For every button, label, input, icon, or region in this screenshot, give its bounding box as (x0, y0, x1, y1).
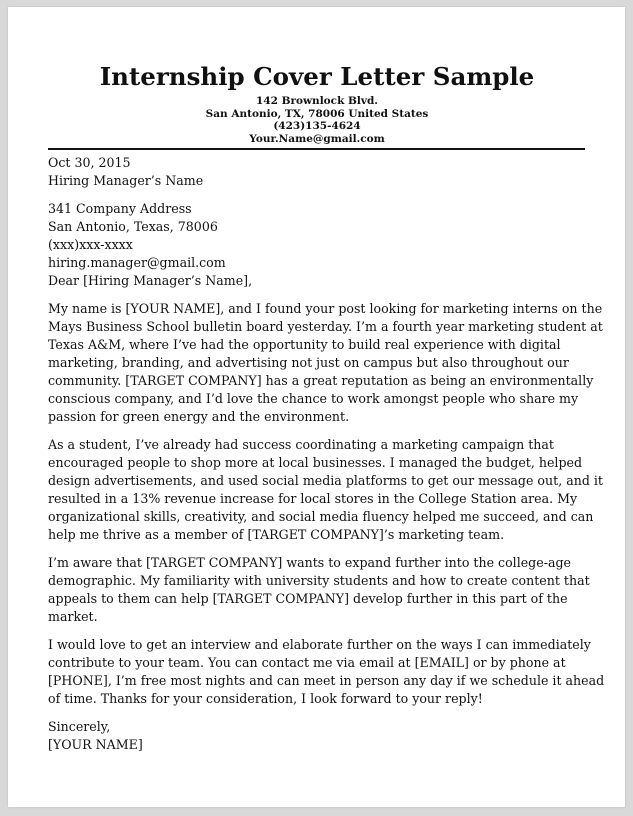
salutation: Dear [Hiring Manager’s Name], (48, 273, 253, 288)
recipient-email: hiring.manager@gmail.com (48, 255, 226, 270)
recipient-phone: (xxx)xxx-xxxx (48, 237, 133, 252)
letter-page (8, 7, 625, 807)
paragraph-line: help me thrive as a member of [TARGET COMPANY]’s marketing team. (48, 527, 505, 542)
paragraph-line: demographic. My familiarity with university students and how to create content that (48, 573, 590, 588)
letter-date: Oct 30, 2015 (48, 155, 131, 170)
recipient-address: 341 Company Address (48, 201, 192, 216)
paragraph-2 (48, 436, 603, 544)
paragraph-line: marketing, branding, and advertising not just on campus but also throughout our (48, 355, 569, 370)
recipient-city: San Antonio, Texas, 78006 (48, 219, 218, 234)
paragraph-line: encouraged people to shop more at local businesses. I managed the budget, helped (48, 455, 583, 470)
signature: [YOUR NAME] (48, 737, 143, 752)
paragraph-line: of time. Thanks for your consideration, I look forward to your reply! (48, 691, 483, 706)
paragraph-1 (48, 300, 603, 426)
paragraph-line: Mays Business School bulletin board yesterday. I’m a fourth year marketing student at (48, 319, 603, 334)
paragraph-line: I would love to get an interview and elaborate further on the ways I can immediately (48, 637, 591, 652)
sender-phone: (423)135-4624 (273, 120, 361, 133)
paragraph-line: passion for green energy and the environment. (48, 409, 350, 424)
paragraph-line: My name is [YOUR NAME], and I found your post looking for marketing interns on the (48, 301, 603, 316)
sender-email: Your.Name@gmail.com (249, 132, 385, 145)
paragraph-line: design advertisements, and used social media platforms to get our message out, and it (48, 473, 603, 488)
page-title: Internship Cover Letter Sample (99, 62, 535, 91)
paragraph-line: resulted in a 13% revenue increase for local stores in the College Station area. My (48, 491, 578, 506)
header-divider (48, 148, 585, 150)
paragraph-line: conscious company, and I’d love the chance to work amongst people who share my (48, 391, 579, 406)
paragraph-line: market. (48, 609, 98, 624)
paragraph-line: community. [TARGET COMPANY] has a great reputation as being an environmentally (48, 373, 594, 388)
closing: Sincerely, (48, 719, 111, 734)
paragraph-line: contribute to your team. You can contact me via email at [EMAIL] or by phone at (48, 655, 566, 670)
recipient-name: Hiring Manager’s Name (48, 173, 204, 188)
paragraph-line: Texas A&M, where I’ve had the opportunity to build real experience with digital (48, 337, 561, 352)
letter-body (48, 154, 605, 754)
sender-street: 142 Brownlock Blvd. (256, 95, 378, 107)
paragraph-line: I’m aware that [TARGET COMPANY] wants to expand further into the college-age (48, 555, 571, 570)
paragraph-line: organizational skills, creativity, and social media fluency helped me succeed, and can (48, 509, 594, 524)
sender-contact-block (48, 95, 586, 145)
paragraph-line: [PHONE], I’m free most nights and can meet in person any day if we schedule it ahead (48, 673, 605, 688)
paragraph-3 (48, 554, 590, 626)
paragraph-4 (48, 636, 605, 708)
paragraph-line: As a student, I’ve already had success coordinating a marketing campaign that (48, 437, 554, 452)
sender-city: San Antonio, TX, 78006 United States (205, 107, 429, 120)
paragraph-line: appeals to them can help [TARGET COMPANY] develop further in this part of the (48, 591, 568, 606)
